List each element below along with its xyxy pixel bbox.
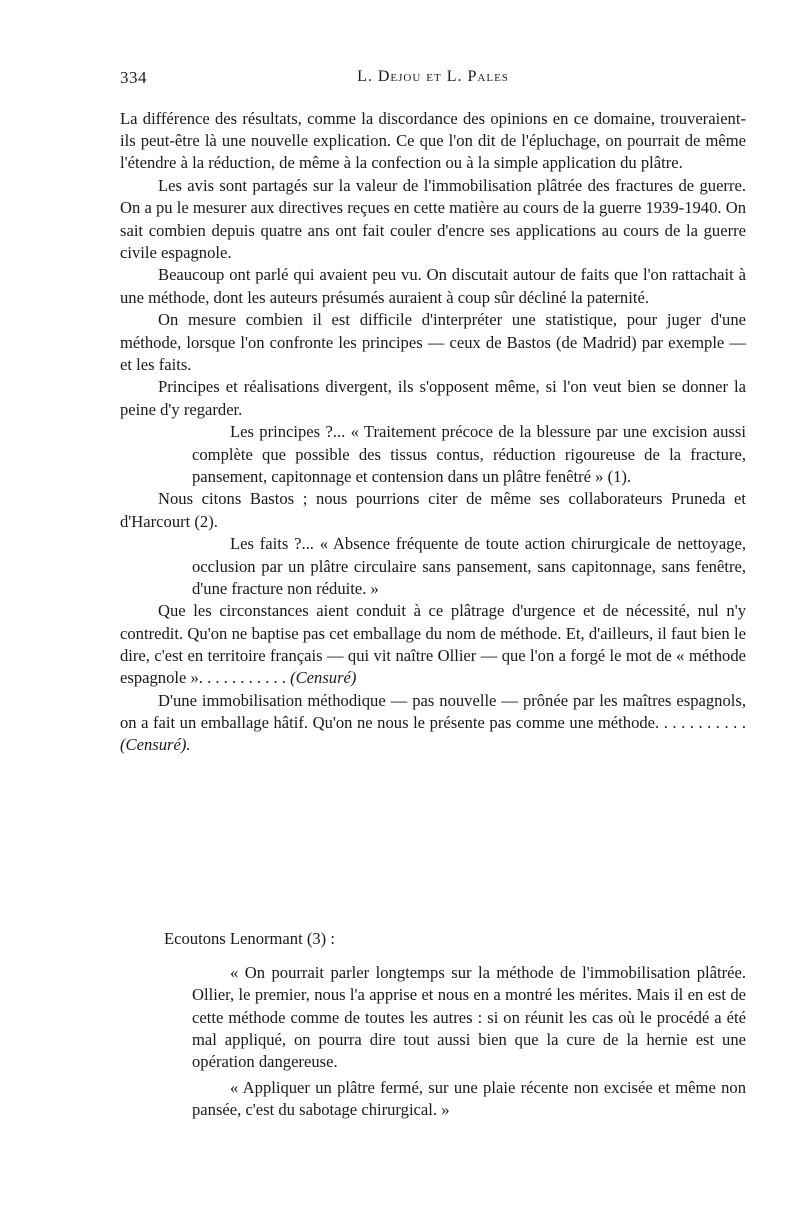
paragraph: La différence des résultats, comme la discordance des opinions en ce domaine, trouveraient-ils peut-être là une nouvelle explication. Ce que l'on dit de l'épluchage, on pourrait de même l'étendre à la réduction, de même à la confection ou à la simple application du plâtre.: [120, 109, 746, 173]
lenormant-section: [120, 928, 746, 1122]
paragraph-censored-1: [120, 600, 746, 689]
paragraph: Principes et réalisations divergent, ils s'opposent même, si l'on veut bien se donner la peine d'y regarder.: [120, 377, 746, 419]
page-number: 334: [120, 68, 147, 87]
quoted-facts: Les faits ?... « Absence fréquente de toute action chirurgicale de nettoyage, occlusion par un plâtre circulaire sans pansement, sans capitonnage, sans fenêtre, d'une fracture non réduite. »: [192, 534, 746, 598]
censure-note: (Censuré): [290, 668, 357, 688]
paragraph-censored-2: [120, 690, 746, 757]
running-title: L. Dejou et L. Pales: [357, 68, 509, 85]
quoted-principles: Les principes ?... « Traitement précoce de la blessure par une excision aussi complète que possible des tissus contus, réduction rigoureuse de la fracture, pansement, capitonnage et contension dans un plâtre fenêtré » (1).: [192, 422, 746, 486]
main-text: [120, 108, 746, 756]
paragraph: Beaucoup ont parlé qui avaient peu vu. On discutait autour de faits que l'on rattachait à une méthode, dont les auteurs présumés auraient à coup sûr décliné la paternité.: [120, 265, 746, 307]
paragraph-text: Que les circonstances aient conduit à ce plâtrage d'urgence et de nécessité, nul n'y contredit. Qu'on ne baptise pas cet emballage du nom de méthode. Et, d'ailleurs, il faut bien le dire, c'est en territoire français — qui vit naître Ollier — que l'on a forgé le mot de « méthode espagnole ». . . . . . . . . . .: [120, 601, 746, 688]
censure-note: (Censuré).: [120, 735, 191, 755]
lenormant-quote-2: « Appliquer un plâtre fermé, sur une plaie récente non excisée et même non pansée, c'est du sabotage chirurgical. »: [192, 1078, 746, 1120]
paragraph: Les avis sont partagés sur la valeur de l'immobilisation plâtrée des fractures de guerre. On a pu le mesurer aux directives reçues en cette matière au cours de la guerre 1939-1940. On sait combien depuis quatre ans ont fait couler d'encre ses applications au cours de la guerre civile espagnole.: [120, 176, 746, 262]
page-header: [120, 68, 746, 92]
lenormant-quote-1: « On pourrait parler longtemps sur la méthode de l'immobilisation plâtrée. Ollier, le premier, nous l'a apprise et nous en a montré les mérites. Mais il en est de cette méthode comme de toutes les autres : si on réunit les cas où le procédé a été mal appliqué, on pourra dire tout aussi bien que la cure de la hernie est une opération dangereuse.: [192, 963, 746, 1072]
paragraph-text: D'une immobilisation méthodique — pas nouvelle — prônée par les maîtres espagnols, on a fait un emballage hâtif. Qu'on ne nous le présente pas comme une méthode. . . . . . . . . . .: [120, 690, 746, 732]
paragraph: Nous citons Bastos ; nous pourrions citer de même ses collaborateurs Pruneda et d'Harcourt (2).: [120, 489, 746, 531]
section-lead: Ecoutons Lenormant (3) :: [164, 929, 335, 948]
paragraph: On mesure combien il est difficile d'interpréter une statistique, pour juger d'une méthode, lorsque l'on confronte les principes — ceux de Bastos (de Madrid) par exemple — et les faits.: [120, 310, 746, 374]
